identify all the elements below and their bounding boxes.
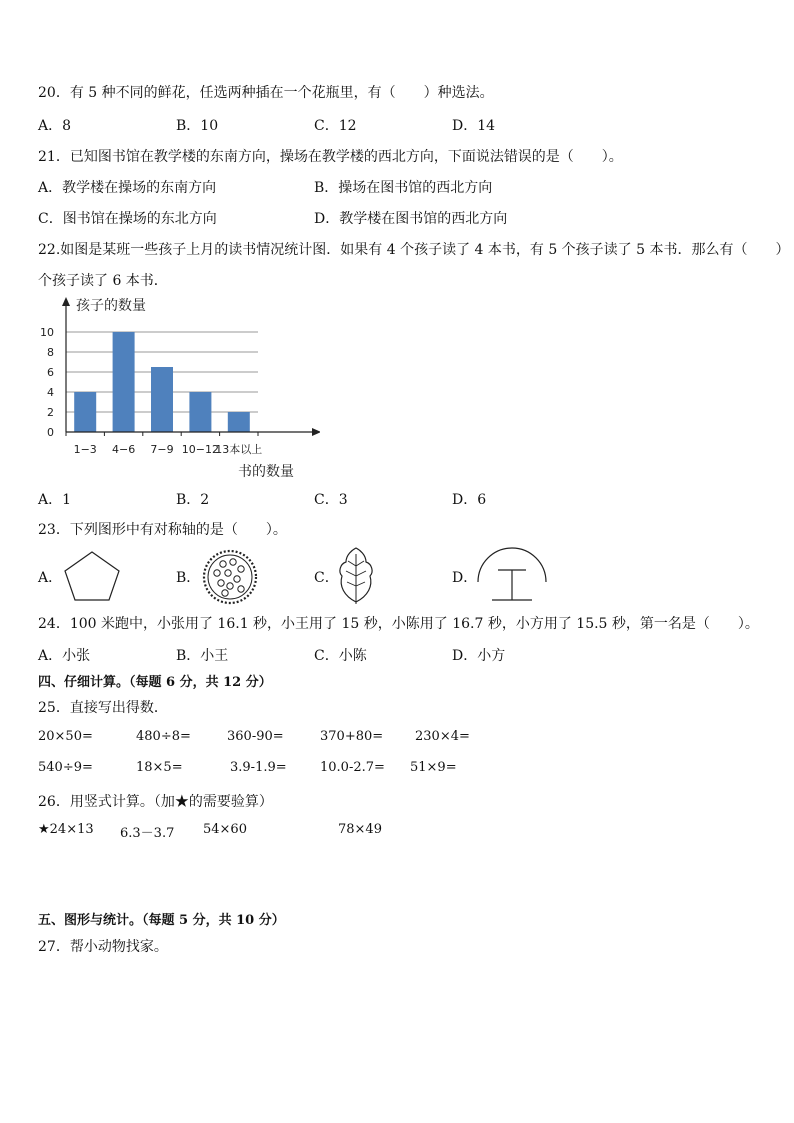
chart-x-tick-label: 13本以上: [215, 443, 263, 456]
calc-r2-1: 540÷9=: [38, 760, 93, 775]
calc-r1-1: 20×50=: [38, 729, 93, 744]
q23-label-d: D．: [452, 570, 478, 586]
question-22-text-line2: 个孩子读了 6 本书．: [38, 273, 168, 289]
chart-y-tick-label: 6: [47, 366, 54, 379]
chart-bar: [151, 367, 173, 432]
section-4-title: 四、仔细计算。（每题 6 分，共 12 分）: [38, 675, 272, 690]
calc-r2-5: 51×9=: [410, 760, 457, 775]
question-25-text: 25．直接写出得数．: [38, 700, 168, 716]
chart-y-axis-label: 孩子的数量: [76, 298, 146, 314]
chart-y-tick-label: 4: [47, 386, 54, 399]
q22-option-b: B．2: [176, 492, 210, 508]
calc-r2-4: 10.0-2.7=: [320, 760, 385, 775]
pentagon-figure: [62, 550, 122, 602]
chart-y-tick-label: 2: [47, 406, 54, 419]
calc-r1-3: 360-90=: [227, 729, 284, 744]
calc-r1-5: 230×4=: [415, 729, 470, 744]
question-22-text-line1: 22.如图是某班一些孩子上月的读书情况统计图．如果有 4 个孩子读了 4 本书，有 5 个孩子读了 5 本书．那么有（ ）: [38, 242, 790, 258]
question-20-text: 20．有 5 种不同的鲜花，任选两种插在一个花瓶里，有（ ）种选法。: [38, 85, 494, 101]
chart-x-axis-arrow: [312, 428, 320, 436]
chart-x-tick-label: 7−9: [150, 443, 174, 456]
q21-option-c: C．图书馆在操场的东北方向: [38, 211, 217, 227]
chart-bar: [74, 392, 96, 432]
q23-label-a: A．: [38, 570, 63, 586]
q23-label-c: C．: [314, 570, 339, 586]
calc-r2-3: 3.9-1.9=: [230, 760, 287, 775]
chart-x-tick-label: 10−12: [181, 443, 220, 456]
chart-bar: [189, 392, 211, 432]
vertical-calc-3: 54×60: [203, 822, 247, 837]
calc-r2-2: 18×5=: [136, 760, 183, 775]
chart-x-tick-label: 4−6: [111, 443, 136, 456]
chart-x-axis-label: 书的数量: [238, 464, 294, 480]
calc-r1-4: 370+80=: [320, 729, 384, 744]
q24-option-c: C．小陈: [314, 648, 367, 664]
vertical-calc-4: 78×49: [338, 822, 382, 837]
q20-option-b: B．10: [176, 118, 219, 134]
chart-bar: [228, 412, 250, 432]
chart-bar: [113, 332, 135, 432]
question-26-text: 26．用竖式计算。（加★的需要验算）: [38, 794, 273, 810]
q20-option-d: D．14: [452, 118, 496, 134]
reading-bar-chart: [30, 292, 320, 487]
vertical-calc-2: 6.3－3.7: [120, 826, 175, 841]
q21-option-b: B．操场在图书馆的西北方向: [314, 180, 493, 196]
q20-option-a: A．8: [38, 118, 72, 134]
q22-option-d: D．6: [452, 492, 487, 508]
q24-option-a: A．小张: [38, 648, 91, 664]
q24-option-b: B．小王: [176, 648, 229, 664]
chart-y-tick-label: 8: [47, 346, 54, 359]
q20-option-c: C．12: [314, 118, 357, 134]
question-24-text: 24．100 米跑中，小张用了 16.1 秒，小王用了 15 秒，小陈用了 16.7 秒，小方用了 15.5 秒，第一名是（ ）。: [38, 616, 759, 632]
question-23-text: 23．下列图形中有对称轴的是（ ）。: [38, 522, 287, 538]
q21-option-d: D．教学楼在图书馆的西北方向: [314, 211, 508, 227]
q22-option-a: A．1: [38, 492, 72, 508]
semicircle-t-figure: [476, 546, 548, 604]
vertical-calc-1: ★24×13: [38, 822, 94, 837]
q24-option-d: D．小方: [452, 648, 506, 664]
q22-option-c: C．3: [314, 492, 348, 508]
section-5-title: 五、图形与统计。（每题 5 分，共 10 分）: [38, 913, 285, 928]
calc-r1-2: 480÷8=: [136, 729, 191, 744]
question-27-text: 27．帮小动物找家。: [38, 939, 168, 955]
chart-y-axis-arrow: [62, 297, 70, 306]
chart-y-tick-label: 0: [47, 426, 54, 439]
chart-x-tick-label: 1−3: [73, 443, 97, 456]
leaf-figure: [336, 546, 376, 606]
q21-option-a: A．教学楼在操场的东南方向: [38, 180, 217, 196]
scalloped-cookie-figure: [201, 548, 259, 606]
chart-y-tick-label: 10: [40, 326, 54, 339]
q23-label-b: B．: [176, 570, 201, 586]
question-21-text: 21．已知图书馆在教学楼的东南方向，操场在教学楼的西北方向，下面说法错误的是（ ）。: [38, 149, 623, 165]
